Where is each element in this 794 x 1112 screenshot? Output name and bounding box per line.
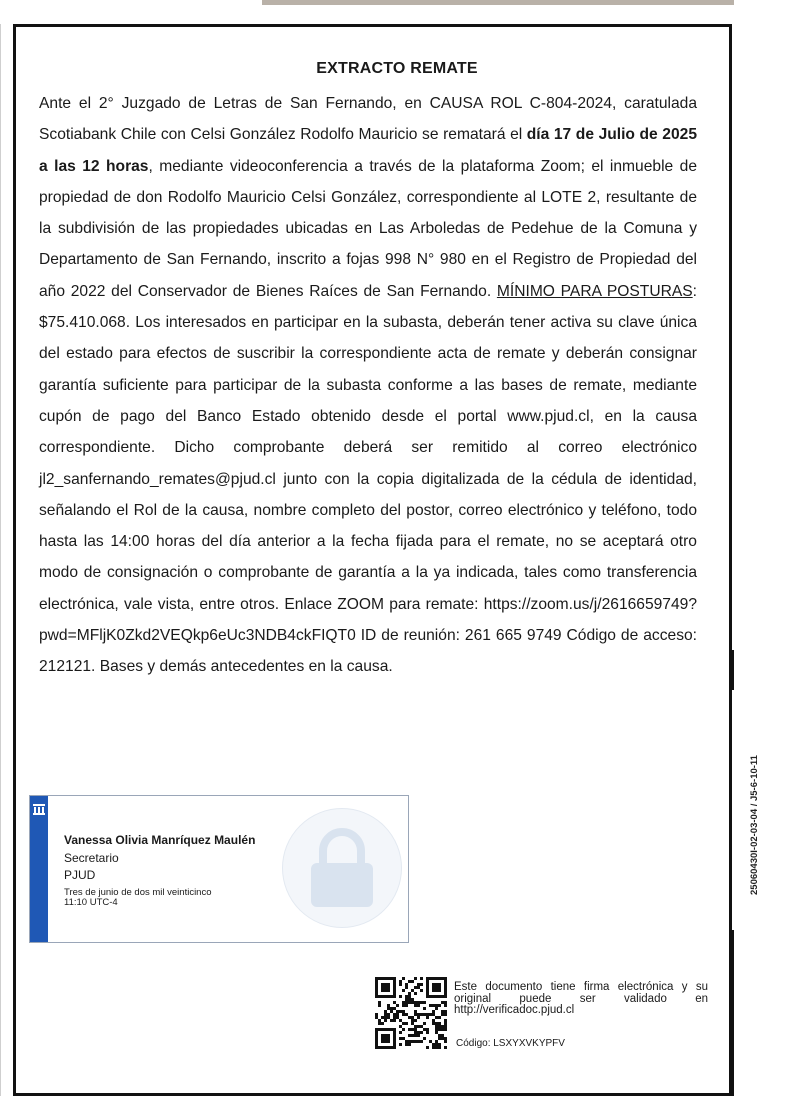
scan-edge: [0, 24, 1, 1096]
electronic-signature-box: [29, 795, 409, 943]
body-text-2: , mediante videoconferencia a través de la plataforma Zoom; el inmueble de propiedad de don Rodolfo Mauricio Celsi González, correspondiente al LOTE 2, resultante de la subdivisión de las propiedades ubicadas en Las Arboledas de Pedehue de la Comuna y Departamento de San Fernando, inscrito a fojas 998 N° 980 en el Registro de Propiedad del año 2022 del Conservador de Bienes Raíces de San Fernando.: [39, 157, 697, 300]
top-scan-strip: [262, 0, 734, 5]
frame-side-segment: [731, 650, 734, 690]
side-reference-code: 25060430I-02-03-04 / J5-6-10-11: [749, 755, 760, 895]
document-title: EXTRACTO REMATE: [316, 60, 478, 77]
signature-time-line: 11:10 UTC-4: [64, 897, 118, 908]
frame-side-segment-lower: [731, 930, 734, 1096]
signature-accent-bar: [30, 796, 48, 942]
document-body: [39, 88, 697, 683]
signer-organization: PJUD: [64, 868, 96, 882]
courthouse-icon: [32, 802, 46, 816]
lock-icon: [305, 827, 379, 909]
body-text-1: Ante el 2° Juzgado de Letras de San Fernando, en CAUSA ROL C-804-2024, caratulada Scotiabank Chile con Celsi González Rodolfo Mauricio se rematará el: [39, 95, 697, 144]
signer-role: Secretario: [64, 851, 119, 865]
signature-date: [64, 888, 212, 908]
minimum-bid-label: MÍNIMO PARA POSTURAS: [496, 282, 693, 300]
signature-date-line: Tres de junio de dos mil veinticinco: [64, 887, 212, 898]
signer-name: Vanessa Olivia Manríquez Maulén: [64, 833, 256, 847]
body-text-3: : $75.410.068. Los interesados en participar en la subasta, deberán tener activa su clave única del estado para efectos de suscribir la correspondiente acta de remate y deberán consignar garantía suficiente para participar de la subasta conforme a las bases de remate, mediante cupón de pago del Banco Estado obtenido desde el portal www.pjud.cl, en la causa correspondiente. Dicho comprobante deberá ser remitido al correo electrónico jl2_sanfernando_remates@pjud.cl junto con la copia digitalizada de la cédula de identidad, señalando el Rol de la causa, nombre completo del postor, correo electrónico y teléfono, todo hasta las 14:00 horas del día anterior a la fecha fijada para el remate, no se aceptará otro modo de consignación o comprobante de garantía a la ya indicada, tales como transferencia electrónica, vale vista, entre otros. Enlace ZOOM para remate: https://zoom.us/j/2616659749?pwd=MFljK0Zkd2VEQkp6eUc3NDB4ckFIQT0 ID de reunión: 261 665 9749 Código de acceso: 212121. Bases y demás antecedentes en la causa.: [39, 282, 697, 676]
lock-watermark: [282, 808, 402, 928]
verification-notice: Este documento tiene firma electrónica y su original puede ser validado en http://verificadoc.pjud.cl: [454, 981, 708, 1016]
verification-code: Código: LSXYXVKYPFV: [456, 1038, 565, 1049]
auction-date: día 17 de Julio de 2025 a las 12 horas: [39, 126, 697, 175]
qr-code-icon: [375, 977, 447, 1049]
